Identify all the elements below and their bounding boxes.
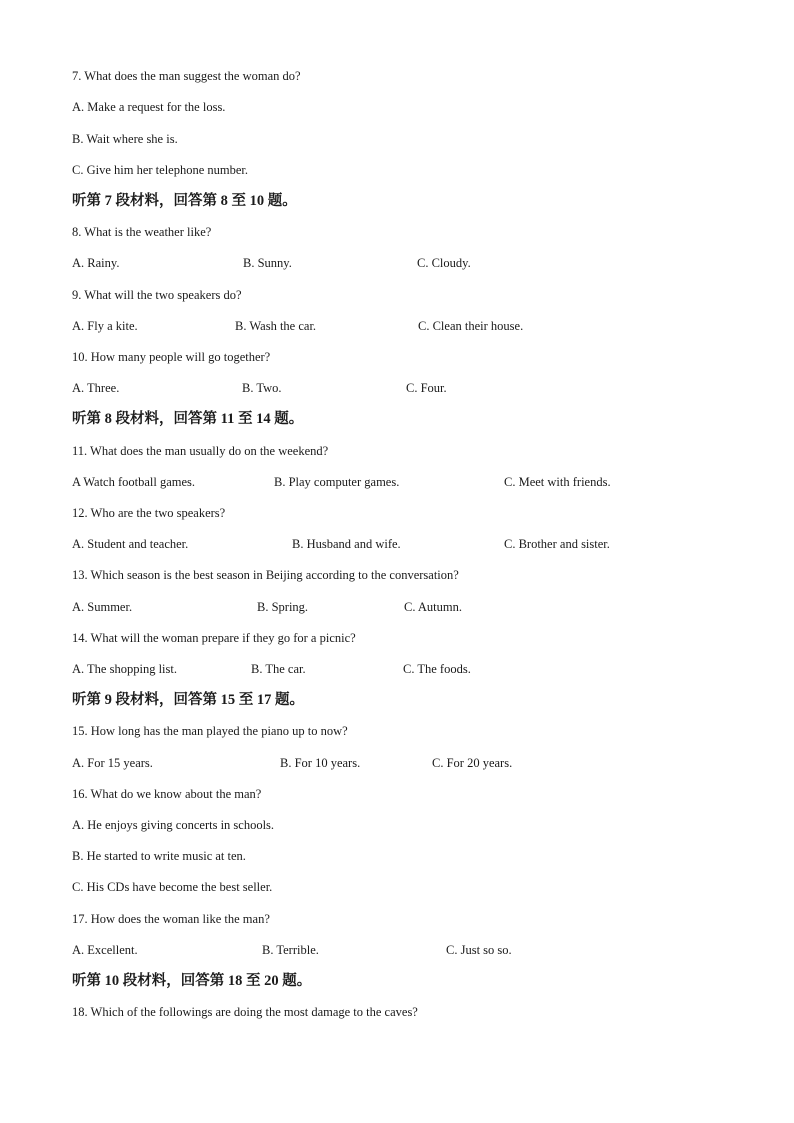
question-8-option-a: A. Rainy. [72,256,120,270]
question-12-option-b: B. Husband and wife. [292,537,401,551]
question-18-prompt: 18. Which of the followings are doing the most damage to the caves? [72,1005,418,1019]
question-17-option-a: A. Excellent. [72,943,138,957]
question-16-option-c: C. His CDs have become the best seller. [72,880,273,894]
section-heading-9: 听第 9 段材料，回答第 15 至 17 题。 [72,692,304,708]
question-16-option-a: A. He enjoys giving concerts in schools. [72,818,275,832]
question-7-option-c: C. Give him her telephone number. [72,163,249,177]
question-9-option-b: B. Wash the car. [235,319,317,333]
question-11-prompt: 11. What does the man usually do on the weekend? [72,444,329,458]
question-12-option-c: C. Brother and sister. [504,537,610,551]
question-10-option-a: A. Three. [72,381,120,395]
question-9-prompt: 9. What will the two speakers do? [72,288,242,302]
section-heading-7: 听第 7 段材料，回答第 8 至 10 题。 [72,193,297,209]
question-15-option-c: C. For 20 years. [432,756,513,770]
question-9-option-a: A. Fly a kite. [72,319,138,333]
question-12-prompt: 12. Who are the two speakers? [72,506,226,520]
question-14-prompt: 14. What will the woman prepare if they go for a picnic? [72,631,356,645]
question-15-option-b: B. For 10 years. [280,756,361,770]
question-10-option-b: B. Two. [242,381,282,395]
question-16-prompt: 16. What do we know about the man? [72,787,262,801]
question-13-option-b: B. Spring. [257,600,309,614]
question-13-option-a: A. Summer. [72,600,133,614]
question-14-option-c: C. The foods. [403,662,471,676]
question-12-option-a: A. Student and teacher. [72,537,189,551]
section-heading-8: 听第 8 段材料，回答第 11 至 14 题。 [72,411,304,427]
question-8-prompt: 8. What is the weather like? [72,225,212,239]
question-15-option-a: A. For 15 years. [72,756,153,770]
question-13-prompt: 13. Which season is the best season in Beijing according to the conversation? [72,568,459,582]
question-8-option-c: C. Cloudy. [417,256,471,270]
question-10-prompt: 10. How many people will go together? [72,350,271,364]
question-7-option-a: A. Make a request for the loss. [72,100,226,114]
question-11-option-b: B. Play computer games. [274,475,400,489]
question-17-option-c: C. Just so so. [446,943,512,957]
question-11-option-c: C. Meet with friends. [504,475,611,489]
question-10-option-c: C. Four. [406,381,447,395]
section-heading-10: 听第 10 段材料，回答第 18 至 20 题。 [72,973,312,989]
question-15-prompt: 15. How long has the man played the piano up to now? [72,724,348,738]
question-14-option-b: B. The car. [251,662,306,676]
question-14-option-a: A. The shopping list. [72,662,177,676]
question-11-option-a: A Watch football games. [72,475,196,489]
question-8-option-b: B. Sunny. [243,256,292,270]
question-16-option-b: B. He started to write music at ten. [72,849,246,863]
question-13-option-c: C. Autumn. [404,600,462,614]
question-17-option-b: B. Terrible. [262,943,319,957]
question-7-prompt: 7. What does the man suggest the woman do? [72,69,301,83]
question-7-option-b: B. Wait where she is. [72,132,178,146]
question-9-option-c: C. Clean their house. [418,319,524,333]
question-17-prompt: 17. How does the woman like the man? [72,912,270,926]
